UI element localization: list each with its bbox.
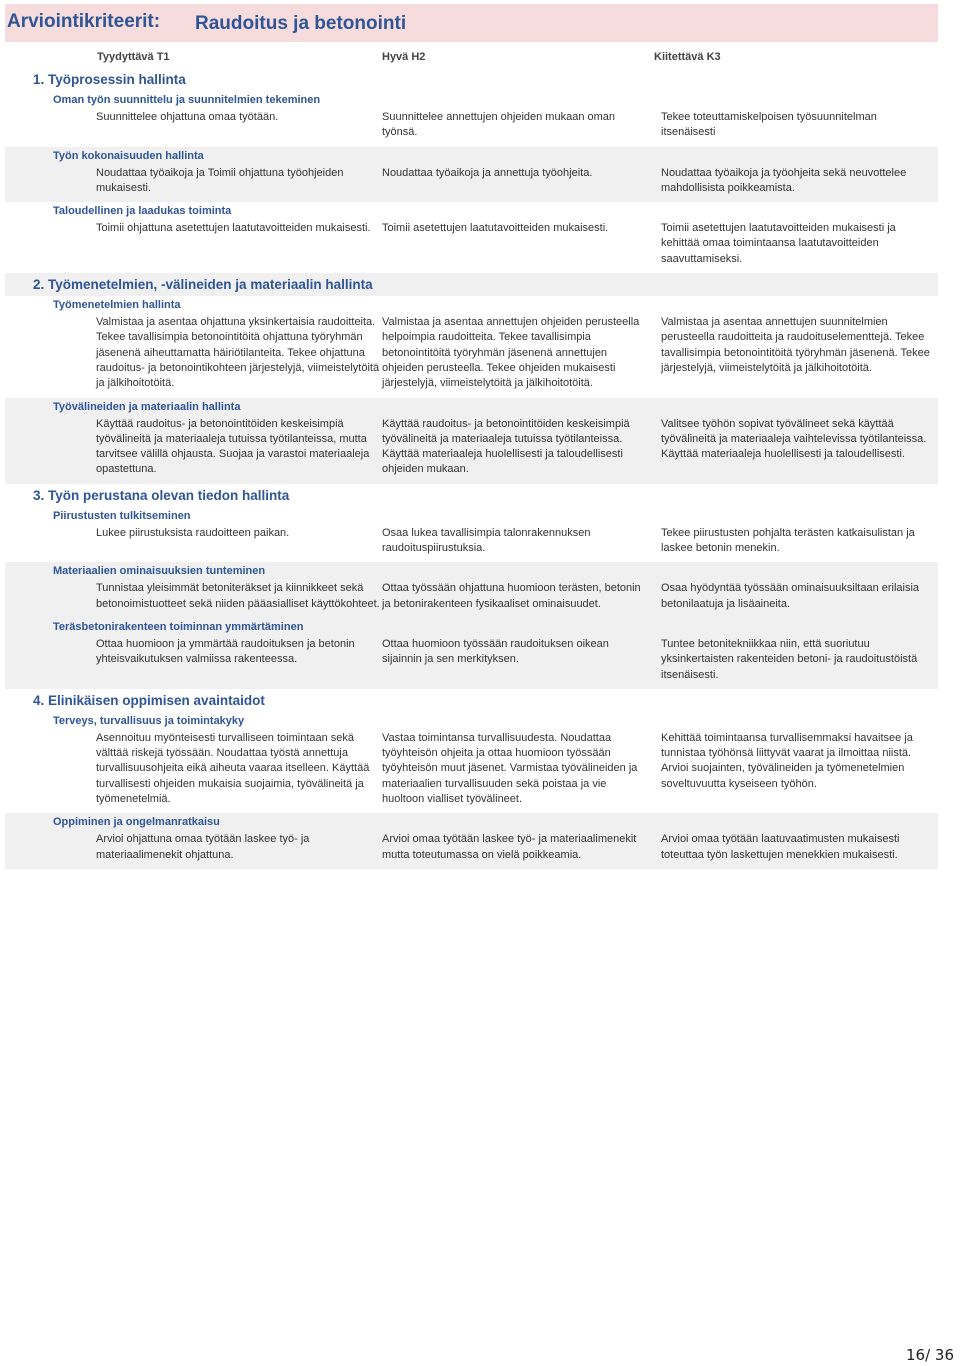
criteria-cell-k3: Valitsee työhön sopivat työvälineet sekä käyttää työvälineitä ja materiaaleja vaihtelevissa työtilanteissa. Käyttää materiaaleja huolellisesti ja taloudellisesti. xyxy=(661,417,927,461)
criteria-cell-t1: Arvioi ohjattuna omaa työtään laskee työ- ja materiaalimenekit ohjattuna. xyxy=(96,833,310,861)
criteria-cell-k3: Noudattaa työaikoja ja työohjeita sekä neuvottelee mahdollisista poikkeamista. xyxy=(661,166,907,194)
criteria-block xyxy=(5,507,938,563)
criteria-cell-h2: Suunnittelee annettujen ohjeiden mukaan oman työnsä. xyxy=(382,111,616,139)
criteria-cell-h2: Osaa lukea tavallisimpia talonrakennuksen raudoituspiirustuksia. xyxy=(382,526,591,555)
criteria-cell-h2: Vastaa toimintansa turvallisuudesta. Noudattaa työyhteisön ohjeita ja ottaa huomioon työssään työyhteisön muut jäsenet. Varmistaa työvälineiden ja materiaalien turvallisuuden sekä poistaa ja vie huoltoon vialliset työvälineet. xyxy=(382,731,638,806)
criteria-cell-t1: Suunnittelee ohjattuna omaa työtään. xyxy=(96,111,279,123)
criteria-row xyxy=(5,110,938,145)
subsection-title: Työmenetelmien hallinta xyxy=(53,299,181,312)
subsection-title: Taloudellinen ja laadukas toiminta xyxy=(53,205,232,218)
criteria-cell-h2: Toimii asetettujen laatutavoitteiden mukaisesti. xyxy=(382,222,609,235)
criteria-cell-h2: Käyttää raudoitus- ja betonointitöiden keskeisimpiä työvälineitä ja materiaaleja tutuissa työtilanteissa. Käyttää materiaaleja huolellisesti ja taloudellisesti ohjeiden mukaan. xyxy=(382,417,630,476)
criteria-cell-h2: Valmistaa ja asentaa annettujen ohjeiden perusteella helpoimpia raudoitteita. Tekee tavallisimpia betonointitöitä työryhmän jäsenenä annettujen ohjeiden perusteella. Tekee ohjeiden mukaisesti järjestelyjä, viimeistelytöitä ja jälkihoitotöitä. xyxy=(382,316,640,390)
page-number: 16/ 36 xyxy=(906,1346,954,1364)
criteria-block xyxy=(5,813,938,869)
criteria-cell-h2: Arvioi omaa työtään laskee työ- ja materiaalimenekit mutta toteutumassa on vielä poikkeamia. xyxy=(382,833,637,861)
criteria-row xyxy=(5,526,938,561)
criteria-cell-k3: Tuntee betonitekniikkaa niin, että suoriutuu yksinkertaisten rakenteiden betoni- ja raudoitustöistä itsenäisesti. xyxy=(661,637,918,681)
level-t1: Tyydyttävä T1 xyxy=(97,51,170,63)
criteria-row xyxy=(5,166,938,201)
criteria-block xyxy=(5,147,938,203)
subsection-title: Oppiminen ja ongelmanratkaisu xyxy=(53,816,220,829)
section-title: 4. Elinikäisen oppimisen avaintaidot xyxy=(33,692,265,708)
criteria-row xyxy=(5,581,938,616)
subsection-title: Terveys, turvallisuus ja toimintakyky xyxy=(53,714,245,727)
header-topic: Raudoitus ja betonointi xyxy=(195,13,407,34)
level-k3: Kiitettävä K3 xyxy=(654,51,721,63)
criteria-block xyxy=(5,712,938,813)
criteria-row xyxy=(5,417,938,482)
subsection-title: Piirustusten tulkitseminen xyxy=(53,509,191,522)
criteria-cell-h2: Ottaa työssään ohjattuna huomioon terästen, betonin ja betonirakenteen fysikaaliset ominaisuudet. xyxy=(382,582,641,610)
criteria-block xyxy=(5,562,938,618)
criteria-row xyxy=(5,221,938,271)
criteria-cell-k3: Valmistaa ja asentaa annettujen suunnitelmien perusteella raudoitteita ja raudoituselementtejä. Tekee tavallisimpia betonointitöitä työryhmän jäsenenä. Tekee järjestelyjä, viimeistelytöitä ja jälkihoitotöitä. xyxy=(661,316,930,374)
section-title: 2. Työmenetelmien, -välineiden ja materiaalin hallinta xyxy=(5,273,938,296)
header-label: Arviointikriteerit: xyxy=(7,11,161,32)
criteria-row xyxy=(5,637,938,687)
section-title: 1. Työprosessin hallinta xyxy=(33,72,186,87)
criteria-cell-t1: Lukee piirustuksista raudoitteen paikan. xyxy=(96,526,290,539)
criteria-block xyxy=(5,296,938,397)
criteria-cell-t1: Toimii ohjattuna asetettujen laatutavoitteiden mukaisesti. xyxy=(96,222,371,235)
criteria-cell-h2: Ottaa huomioon työssään raudoituksen oikean sijainnin ja sen merkityksen. xyxy=(382,637,609,666)
criteria-cell-t1: Valmistaa ja asentaa ohjattuna yksinkertaisia raudoitteita. Tekee tavallisimpia betonointitöitä ohjattuna työryhmän jäsenenä aiheuttamatta häiriötilanteita. Tekee ohjattuna raudoitus- ja betonointikohteen järjestelyjä, viimeistelytöitä ja jälkihoitotöitä. xyxy=(96,316,380,390)
subsection-title: Työvälineiden ja materiaalin hallinta xyxy=(53,400,241,413)
criteria-block xyxy=(5,91,938,147)
criteria-cell-t1: Tunnistaa yleisimmät betoniteräkset ja kiinnikkeet sekä betonoimistuotteet sekä niiden pääasialliset käyttökohteet. xyxy=(96,582,380,610)
subsection-title: Teräsbetonirakenteen toiminnan ymmärtäminen xyxy=(53,620,304,633)
section-title: 3. Työn perustana olevan tiedon hallinta xyxy=(33,487,290,503)
subsection-title: Oman työn suunnittelu ja suunnitelmien tekeminen xyxy=(53,94,321,106)
criteria-cell-t1: Asennoituu myönteisesti turvalliseen toimintaan sekä välttää riskejä työssään. Noudattaa työstä annettuja turvallisuusohjeita eikä aiheuta vaaraa itselleen. Käyttää turvallisesti ohjeiden mukaisia suojaimia, työvälineitä ja työmenetelmiä. xyxy=(96,731,370,806)
criteria-cell-t1: Käyttää raudoitus- ja betonointitöiden keskeisimpiä työvälineitä ja materiaaleja tutuissa työtilanteissa, mutta tarvitsee välillä ohjausta. Suojaa ja varastoi materiaaleja opastettuna. xyxy=(96,417,370,476)
criteria-row xyxy=(5,832,938,867)
criteria-block xyxy=(5,202,938,273)
level-headings xyxy=(5,42,938,68)
criteria-cell-k3: Osaa hyödyntää työssään ominaisuuksiltaan erilaisia betonilaatuja ja lisäaineita. xyxy=(661,582,920,610)
criteria-block xyxy=(5,398,938,484)
criteria-cell-t1: Noudattaa työaikoja ja Toimii ohjattuna työohjeiden mukaisesti. xyxy=(96,166,344,194)
criteria-cell-h2: Noudattaa työaikoja ja annettuja työohjeita. xyxy=(382,166,593,179)
criteria-row xyxy=(5,731,938,811)
sections-container xyxy=(5,68,938,869)
criteria-block xyxy=(5,618,938,689)
criteria-cell-k3: Tekee toteuttamiskelpoisen työsuunnitelman itsenäisesti xyxy=(661,111,877,139)
criteria-cell-k3: Tekee piirustusten pohjalta terästen katkaisulistan ja laskee betonin menekin. xyxy=(661,526,915,555)
subsection-title: Materiaalien ominaisuuksien tunteminen xyxy=(53,565,266,578)
criteria-cell-k3: Toimii asetettujen laatutavoitteiden mukaisesti ja kehittää omaa toimintaansa laatutavoitteiden saavuttamiseksi. xyxy=(661,222,896,265)
level-h2: Hyvä H2 xyxy=(382,51,426,63)
criteria-document xyxy=(5,4,938,869)
document-header xyxy=(5,4,938,42)
subsection-title: Työn kokonaisuuden hallinta xyxy=(53,149,204,162)
criteria-row xyxy=(5,315,938,395)
criteria-cell-t1: Ottaa huomioon ja ymmärtää raudoituksen ja betonin yhteisvaikutuksen valmiissa rakenteessa. xyxy=(96,637,355,666)
criteria-cell-k3: Kehittää toimintaansa turvallisemmaksi havaitsee ja tunnistaa työhönsä liittyvät vaarat ja ilmoittaa niistä. Arvioi suojainten, työvälineiden ja työmenetelmien soveltuvuutta kyseiseen työhön. xyxy=(661,731,913,790)
criteria-cell-k3: Arvioi omaa työtään laatuvaatimusten mukaisesti toteuttaa työn laskettujen menekkien mukaisesti. xyxy=(661,833,900,861)
